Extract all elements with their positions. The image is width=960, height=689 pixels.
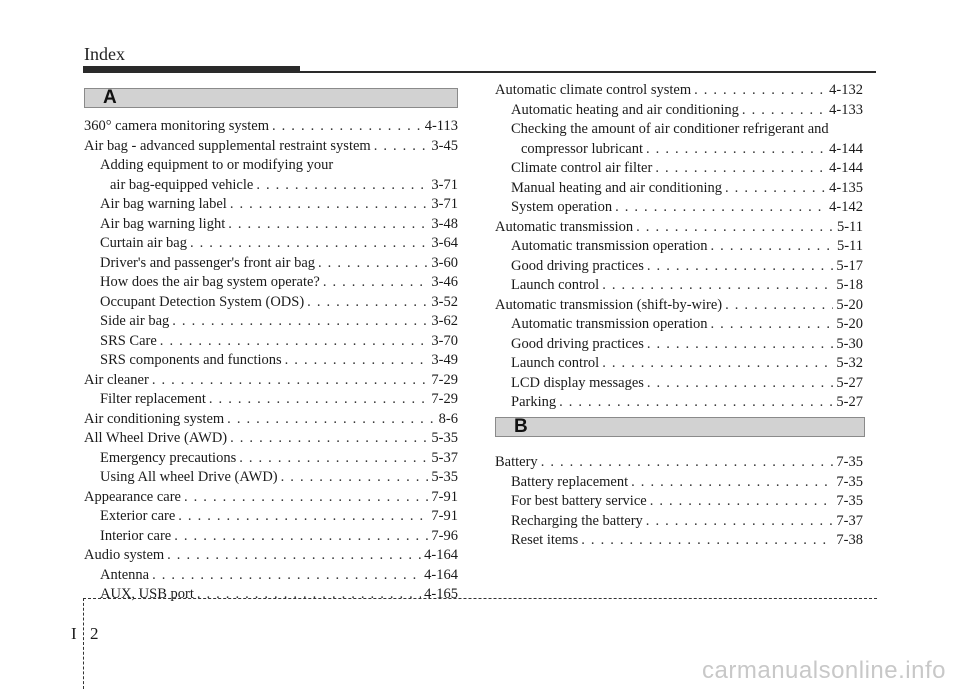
entry-text: Automatic climate control system — [495, 82, 692, 98]
index-entry — [495, 140, 863, 160]
footer-section-label: I — [71, 624, 77, 643]
index-entry — [495, 218, 863, 238]
entry-text: Parking — [511, 394, 557, 410]
index-entry — [84, 176, 458, 196]
index-entry — [495, 453, 863, 473]
index-entry — [495, 393, 863, 413]
header-bar-thick — [83, 66, 300, 73]
entry-text: Air cleaner — [84, 371, 149, 388]
index-entry — [84, 390, 458, 410]
section-letter-b: B — [514, 416, 528, 437]
index-entry — [495, 276, 863, 296]
entry-text: compressor lubricant — [521, 140, 644, 157]
index-entry — [495, 179, 863, 199]
entry-text: Automatic heating and air conditioning — [511, 101, 739, 118]
entry-text: Antenna — [100, 566, 150, 583]
dot-leader — [228, 215, 428, 235]
entry-text: Interior care — [100, 527, 172, 544]
dot-leader — [230, 429, 428, 449]
dot-leader — [152, 371, 429, 391]
entry-text: Audio system — [84, 547, 165, 563]
entry-page: 3-60 — [431, 254, 458, 271]
entry-page: 5-18 — [836, 277, 863, 293]
section-letter-a: A — [103, 87, 117, 108]
dot-leader — [160, 332, 429, 352]
entry-text: Exterior care — [100, 508, 176, 524]
entry-page: 7-91 — [431, 488, 458, 505]
index-entry — [84, 273, 458, 293]
dot-leader — [230, 195, 429, 215]
entry-page: 5-30 — [836, 335, 863, 352]
entry-text: Air conditioning system — [84, 410, 225, 427]
dot-leader — [190, 234, 428, 254]
entry-text: Air bag - advanced supplemental restraint system — [84, 137, 371, 154]
dot-leader — [272, 117, 422, 137]
entry-page: 8-6 — [438, 410, 458, 427]
entry-text: Occupant Detection System (ODS) — [100, 293, 305, 310]
entry-text: How does the air bag system operate? — [100, 274, 320, 290]
entry-text: Launch control — [511, 355, 600, 371]
dot-leader — [650, 492, 834, 512]
dot-leader — [742, 101, 826, 121]
dot-leader — [725, 179, 826, 199]
dot-leader — [646, 512, 834, 532]
dot-leader — [184, 488, 428, 508]
entry-page: 3-62 — [431, 313, 458, 329]
entry-page: 5-35 — [431, 430, 458, 446]
index-entry — [84, 254, 458, 274]
entry-text: All Wheel Drive (AWD) — [84, 430, 228, 446]
entry-page: 3-71 — [431, 176, 458, 193]
footer-vertical-rule — [83, 598, 84, 689]
index-column-left — [84, 117, 458, 605]
entry-page: 7-29 — [431, 371, 458, 388]
section-header-b — [495, 417, 865, 437]
entry-text: SRS components and functions — [100, 352, 282, 368]
index-entry — [84, 468, 458, 488]
entry-text: air bag-equipped vehicle — [110, 176, 254, 193]
index-entry — [84, 137, 458, 157]
entry-page: 5-11 — [836, 238, 863, 254]
entry-text: For best battery service — [511, 493, 647, 509]
entry-text: Driver's and passenger's front air bag — [100, 254, 316, 271]
entry-page: 5-17 — [836, 257, 863, 274]
entry-text: Automatic transmission (shift-by-wire) — [495, 296, 723, 313]
entry-page: 4-165 — [424, 586, 458, 602]
entry-page: 3-46 — [431, 274, 458, 290]
dot-leader — [239, 449, 428, 469]
index-entry — [84, 117, 458, 137]
entry-page: 4-133 — [829, 101, 863, 118]
entry-text: AUX, USB port — [100, 586, 194, 602]
dot-leader — [178, 507, 428, 527]
index-entry — [84, 429, 458, 449]
index-entry — [84, 566, 458, 586]
entry-page: 5-27 — [836, 394, 863, 410]
entry-text: Automatic transmission operation — [511, 316, 708, 332]
index-entry — [495, 473, 863, 493]
index-entry — [495, 257, 863, 277]
dot-leader — [541, 453, 834, 473]
entry-page: 3-64 — [431, 235, 458, 251]
dot-leader — [256, 176, 428, 196]
entry-text: Launch control — [511, 277, 600, 293]
footer-horizontal-rule — [83, 598, 877, 599]
entry-text: Checking the amount of air conditioner refrigerant and — [511, 121, 829, 137]
entry-text: Battery — [495, 454, 538, 470]
index-entry — [84, 488, 458, 508]
entry-text: Recharging the battery — [511, 512, 643, 529]
entry-text: Curtain air bag — [100, 235, 187, 251]
dot-leader — [172, 312, 428, 332]
entry-page: 3-49 — [431, 352, 458, 368]
entry-text: Good driving practices — [511, 335, 644, 352]
dot-leader — [725, 296, 833, 316]
entry-page: 7-96 — [431, 527, 458, 544]
index-entry — [495, 159, 863, 179]
dot-leader — [711, 315, 834, 335]
entry-text: Filter replacement — [100, 391, 206, 407]
entry-page: 5-27 — [836, 374, 863, 391]
section-header-a — [84, 88, 458, 108]
entry-text: Automatic transmission operation — [511, 238, 708, 254]
index-entry — [495, 296, 863, 316]
entry-text: Automatic transmission — [495, 218, 634, 235]
dot-leader — [323, 273, 429, 293]
dot-leader — [602, 276, 833, 296]
entry-page: 4-164 — [424, 547, 458, 563]
index-entry — [84, 371, 458, 391]
entry-page: 4-135 — [829, 179, 863, 196]
entry-page: 7-35 — [836, 454, 863, 470]
index-entry — [495, 512, 863, 532]
index-entry — [495, 492, 863, 512]
entry-text: 360° camera monitoring system — [84, 118, 269, 134]
entry-text: Climate control air filter — [511, 160, 653, 176]
entry-text: Air bag warning light — [100, 215, 226, 232]
index-entry — [495, 81, 863, 101]
entry-page: 3-70 — [431, 332, 458, 349]
dot-leader — [602, 354, 833, 374]
dot-leader — [631, 473, 833, 493]
entry-page: 5-20 — [836, 296, 863, 313]
index-entry — [84, 527, 458, 547]
entry-text: Side air bag — [100, 313, 170, 329]
index-entry — [495, 354, 863, 374]
dot-leader — [167, 546, 421, 566]
footer-page-number: 2 — [90, 624, 99, 643]
dot-leader — [209, 390, 429, 410]
dot-leader — [152, 566, 421, 586]
entry-page: 5-11 — [836, 218, 863, 235]
index-entry — [84, 156, 458, 176]
entry-text: Emergency precautions — [100, 449, 237, 466]
entry-page: 3-45 — [431, 137, 458, 154]
index-entry — [495, 120, 863, 140]
dot-leader — [374, 137, 429, 157]
header-bar-thin — [300, 71, 876, 73]
entry-page: 7-35 — [836, 473, 863, 490]
index-entry — [495, 315, 863, 335]
index-entry — [495, 237, 863, 257]
dot-leader — [647, 335, 834, 355]
page-title: Index — [84, 44, 125, 64]
index-column-right-b — [495, 453, 863, 551]
entry-page: 4-144 — [829, 140, 863, 157]
entry-page: 3-48 — [431, 215, 458, 232]
dot-leader — [581, 531, 833, 551]
entry-page: 5-35 — [431, 469, 458, 485]
entry-page: 3-71 — [431, 196, 458, 212]
entry-text: Appearance care — [84, 488, 181, 505]
dot-leader — [285, 351, 429, 371]
index-entry — [84, 332, 458, 352]
index-entry — [84, 234, 458, 254]
index-entry — [84, 585, 458, 605]
index-entry — [84, 351, 458, 371]
dot-leader — [174, 527, 428, 547]
dot-leader — [694, 81, 826, 101]
entry-page: 7-37 — [836, 512, 863, 529]
index-entry — [84, 449, 458, 469]
index-entry — [495, 374, 863, 394]
dot-leader — [197, 585, 421, 605]
index-entry — [495, 335, 863, 355]
entry-page: 4-132 — [829, 82, 863, 98]
dot-leader — [615, 198, 826, 218]
entry-page: 7-35 — [836, 493, 863, 509]
entry-page: 3-52 — [431, 293, 458, 310]
index-entry — [84, 312, 458, 332]
index-entry — [84, 195, 458, 215]
index-column-right-a — [495, 81, 863, 413]
entry-page: 7-29 — [431, 391, 458, 407]
dot-leader — [227, 410, 435, 430]
index-entry — [495, 198, 863, 218]
index-entry — [495, 531, 863, 551]
entry-page: 5-20 — [836, 316, 863, 332]
watermark: carmanualsonline.info — [702, 657, 946, 684]
entry-page: 7-38 — [836, 532, 863, 548]
entry-text: Manual heating and air conditioning — [511, 179, 723, 196]
dot-leader — [646, 140, 826, 160]
entry-text: Battery replacement — [511, 473, 629, 490]
dot-leader — [559, 393, 833, 413]
index-entry — [495, 101, 863, 121]
index-entry — [84, 410, 458, 430]
index-entry — [84, 215, 458, 235]
entry-text: Reset items — [511, 532, 579, 548]
dot-leader — [647, 257, 834, 277]
entry-page: 5-32 — [836, 355, 863, 371]
entry-page: 7-91 — [431, 508, 458, 524]
dot-leader — [711, 237, 834, 257]
index-entry — [84, 546, 458, 566]
entry-text: Good driving practices — [511, 257, 644, 274]
entry-text: LCD display messages — [511, 374, 644, 391]
dot-leader — [636, 218, 834, 238]
entry-text: Adding equipment to or modifying your — [100, 157, 334, 173]
entry-page: 4-142 — [829, 199, 863, 215]
entry-page: 4-164 — [424, 566, 458, 583]
entry-text: Using All wheel Drive (AWD) — [100, 469, 278, 485]
entry-text: System operation — [511, 199, 613, 215]
index-entry — [84, 293, 458, 313]
dot-leader — [647, 374, 834, 394]
entry-text: Air bag warning label — [100, 196, 227, 212]
dot-leader — [281, 468, 429, 488]
dot-leader — [307, 293, 428, 313]
entry-page: 5-37 — [431, 449, 458, 466]
entry-page: 4-144 — [829, 160, 863, 176]
index-entry — [84, 507, 458, 527]
entry-text: SRS Care — [100, 332, 157, 349]
dot-leader — [318, 254, 428, 274]
entry-page: 4-113 — [424, 118, 458, 134]
dot-leader — [655, 159, 826, 179]
